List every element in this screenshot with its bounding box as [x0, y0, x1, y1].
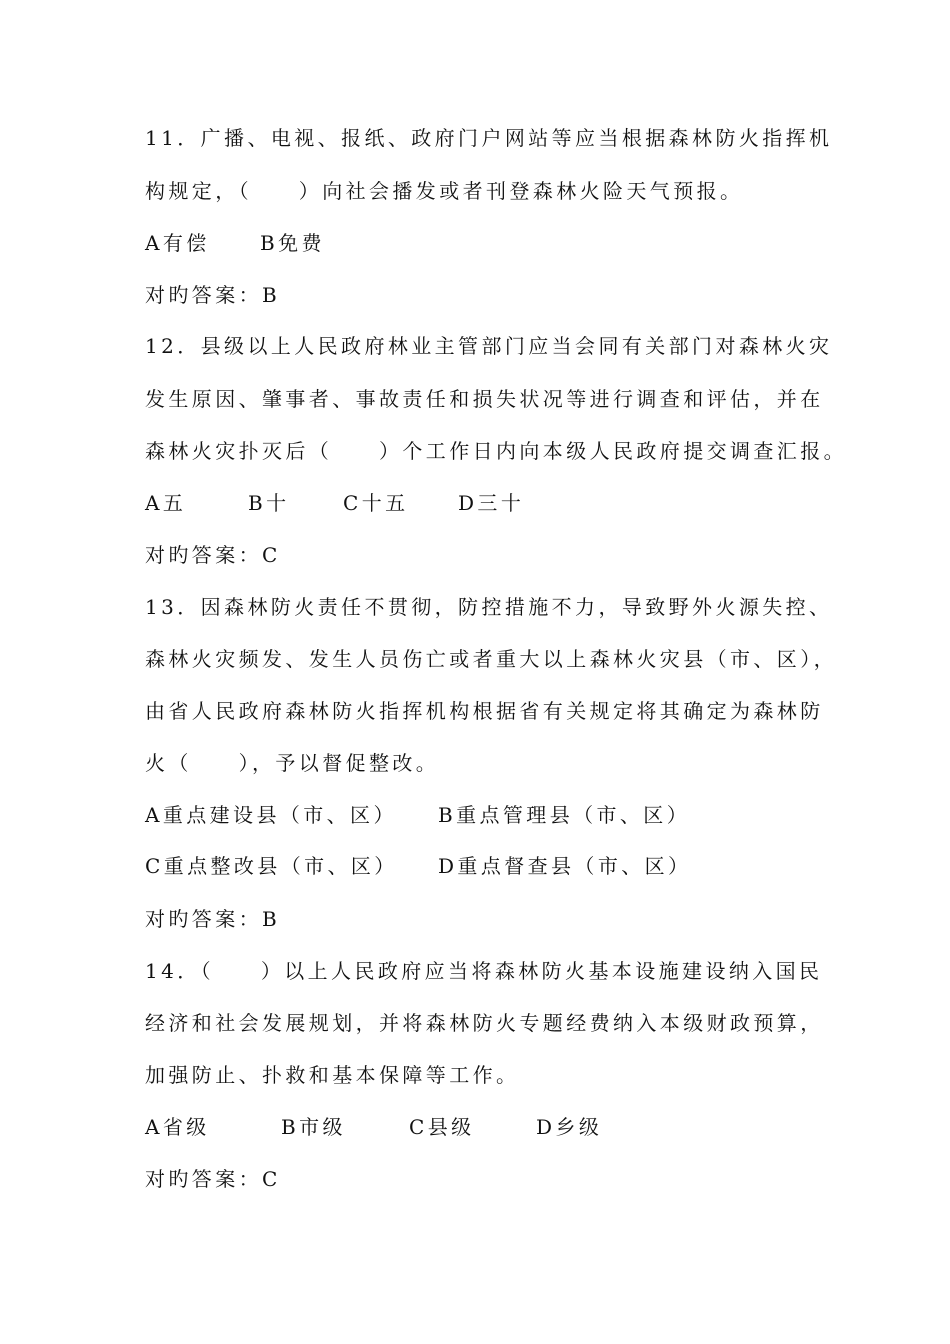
- question-14-line-3: 加强防止、扑救和基本保障等工作。: [145, 1063, 520, 1087]
- question-12-answer: 对旳答案：C: [145, 543, 281, 567]
- option-a: A省级: [145, 1115, 210, 1139]
- option-b: B免费: [260, 231, 325, 255]
- option-a: A五: [145, 491, 187, 515]
- option-b: B市级: [281, 1115, 346, 1139]
- question-12-line-1: 12．县级以上人民政府林业主管部门应当会同有关部门对森林火灾: [145, 334, 833, 358]
- question-14-options: [145, 1110, 890, 1144]
- question-11-answer: 对旳答案：B: [145, 283, 281, 307]
- question-12-line-3: 森林火灾扑灭后（ ）个工作日内向本级人民政府提交调查汇报。: [145, 439, 847, 463]
- question-13-line-3: 由省人民政府森林防火指挥机构根据省有关规定将其确定为森林防: [145, 699, 824, 723]
- question-12-line-2: 发生原因、肇事者、事故责任和损失状况等进行调查和评估，并在: [145, 387, 824, 411]
- option-d: D重点督查县（市、区）: [438, 854, 692, 878]
- question-13-options-row-2: [145, 849, 890, 883]
- option-c: C重点整改县（市、区）: [145, 854, 398, 878]
- option-a: A重点建设县（市、区）: [145, 803, 397, 827]
- option-a: A有偿: [145, 231, 210, 255]
- option-c: C十五: [343, 491, 409, 515]
- option-b: B重点管理县（市、区）: [438, 803, 691, 827]
- question-13-line-2: 森林火灾频发、发生人员伤亡或者重大以上森林火灾县（市、区），: [145, 647, 837, 671]
- option-b: B十: [248, 491, 290, 515]
- option-d: D乡级: [536, 1115, 603, 1139]
- question-11-options: [145, 226, 890, 260]
- question-13-line-4: 火（ ），予以督促整改。: [145, 751, 440, 775]
- question-14-line-2: 经济和社会发展规划，并将森林防火专题经费纳入本级财政预算，: [145, 1011, 824, 1035]
- question-11-line-1: 11．广播、电视、报纸、政府门户网站等应当根据森林防火指挥机: [145, 126, 833, 150]
- question-13-answer: 对旳答案：B: [145, 907, 281, 931]
- option-d: D三十: [458, 491, 525, 515]
- question-14-line-1: 14．（ ）以上人民政府应当将森林防火基本设施建设纳入国民: [145, 959, 823, 983]
- question-13-options-row-1: [145, 798, 890, 832]
- question-13-line-1: 13．因森林防火责任不贯彻，防控措施不力，导致野外火源失控、: [145, 595, 833, 619]
- question-14-answer: 对旳答案：C: [145, 1167, 281, 1191]
- question-11-line-2: 构规定，（ ）向社会播发或者刊登森林火险天气预报。: [145, 179, 744, 203]
- question-12-options: [145, 486, 890, 520]
- option-c: C县级: [409, 1115, 475, 1139]
